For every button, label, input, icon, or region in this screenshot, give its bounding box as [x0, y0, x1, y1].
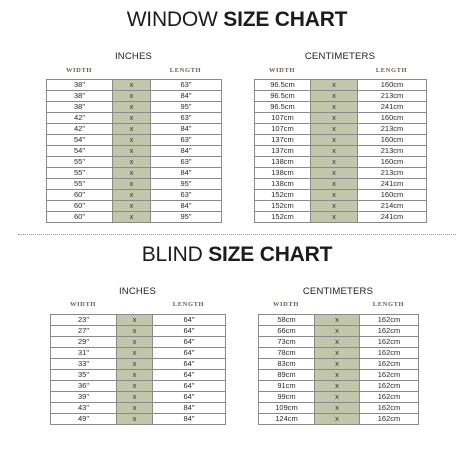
window-inches-length-cell: 95" — [151, 102, 222, 113]
blind-inches-length-cell: 64" — [153, 370, 226, 381]
blind-cm-length-cell: 162cm — [360, 392, 419, 403]
window-cm-width-cell: 96.5cm — [255, 80, 311, 91]
blind-inches-times-cell: x — [117, 414, 153, 425]
window-inches-width-cell: 42" — [47, 113, 113, 124]
window-cm-length-cell: 213cm — [358, 91, 427, 102]
window-inches-times-cell: x — [113, 201, 151, 212]
window-cm-width-cell: 152cm — [255, 212, 311, 223]
window-cm-times-cell: x — [311, 80, 358, 91]
blind-cm-row — [259, 392, 419, 403]
blind-cm-row — [259, 403, 419, 414]
window-inches-times-cell: x — [113, 179, 151, 190]
blind-cm-times-cell: x — [315, 359, 360, 370]
window-cm-width-cell: 96.5cm — [255, 102, 311, 113]
window-inches-row — [47, 179, 222, 190]
blind-cm-length-cell: 162cm — [360, 359, 419, 370]
window-cm-length-cell: 213cm — [358, 146, 427, 157]
blind-cm-length-cell: 162cm — [360, 381, 419, 392]
blind-cm-length-cell: 162cm — [360, 315, 419, 326]
blind-inches-row — [51, 370, 226, 381]
blind-cm-width-cell: 91cm — [259, 381, 315, 392]
window-cm-times-cell: x — [311, 135, 358, 146]
blind-inches-width-cell: 49" — [51, 414, 117, 425]
window-inches-width-cell: 42" — [47, 124, 113, 135]
window-inches-label: INCHES — [114, 51, 153, 62]
blind-inches-times-cell: x — [117, 348, 153, 359]
window-cm-width-cell: 138cm — [255, 157, 311, 168]
window-inches-table — [46, 79, 222, 223]
window-cm-width-cell: 137cm — [255, 135, 311, 146]
blind-inches-row — [51, 326, 226, 337]
blind-inches-width-cell: 33" — [51, 359, 117, 370]
blind-inches-times-cell: x — [117, 381, 153, 392]
blind-inches-row — [51, 359, 226, 370]
blind-inches-length-cell: 64" — [153, 326, 226, 337]
window-cm-row — [255, 135, 427, 146]
blind-inches-width-cell: 35" — [51, 370, 117, 381]
blind-cm-times-cell: x — [315, 381, 360, 392]
blind-inches-width-cell: 23" — [51, 315, 117, 326]
window-inches-width-cell: 38" — [47, 102, 113, 113]
window-inches-length-cell: 63" — [151, 135, 222, 146]
blind-inches-width-cell: 36" — [51, 381, 117, 392]
window-inches-row — [47, 91, 222, 102]
window-cm-times-cell: x — [311, 146, 358, 157]
blind-cm-length-cell: 162cm — [360, 337, 419, 348]
window-inches-times-cell: x — [113, 80, 151, 91]
window-inches-row — [47, 212, 222, 223]
window-inches-width-cell: 55" — [47, 157, 113, 168]
window-cm-row — [255, 168, 427, 179]
window-inches-length-cell: 95" — [151, 179, 222, 190]
window-inches-times-cell: x — [113, 146, 151, 157]
blind-inches-row — [51, 337, 226, 348]
blind-cm-length-cell: 162cm — [360, 348, 419, 359]
blind-inches-length-cell: 64" — [153, 392, 226, 403]
window-cm-length-cell: 160cm — [358, 80, 427, 91]
blind-inches-length-cell: 64" — [153, 348, 226, 359]
window-inches-times-cell: x — [113, 113, 151, 124]
blind-inches-times-cell: x — [117, 337, 153, 348]
window-title-bold: SIZE CHART — [223, 8, 348, 31]
blind-cm-width-cell: 124cm — [259, 414, 315, 425]
window-cm-row — [255, 179, 427, 190]
window-cm-width-cell: 152cm — [255, 201, 311, 212]
window-inches-row — [47, 201, 222, 212]
blind-chart-title — [0, 243, 474, 267]
window-cm-times-cell: x — [311, 168, 358, 179]
blind-cm-length-cell: 162cm — [360, 403, 419, 414]
blind-cm-times-cell: x — [315, 315, 360, 326]
window-cm-times-cell: x — [311, 124, 358, 135]
blind-cm-row — [259, 348, 419, 359]
window-inches-length-cell: 84" — [151, 124, 222, 135]
blind-inches-row — [51, 381, 226, 392]
window-inches-width-cell: 60" — [47, 212, 113, 223]
blind-cm-width-cell: 73cm — [259, 337, 315, 348]
window-inches-times-cell: x — [113, 190, 151, 201]
window-cm-length-cell: 160cm — [358, 157, 427, 168]
blind-inches-length-cell: 84" — [153, 403, 226, 414]
window-inches-times-cell: x — [113, 157, 151, 168]
blind-cm-row — [259, 414, 419, 425]
window-inches-row — [47, 80, 222, 91]
blind-cm-times-cell: x — [315, 370, 360, 381]
window-inches-row — [47, 102, 222, 113]
window-inches-length-cell: 84" — [151, 201, 222, 212]
window-cm-row — [255, 201, 427, 212]
blind-cm-row — [259, 359, 419, 370]
blind-cm-width-cell: 99cm — [259, 392, 315, 403]
blind-inches-length-cell: 64" — [153, 337, 226, 348]
window-cm-width-cell: 152cm — [255, 190, 311, 201]
window-cm-times-cell: x — [311, 212, 358, 223]
blind-cm-times-cell: x — [315, 337, 360, 348]
window-inches-width-cell: 55" — [47, 179, 113, 190]
blind-inches-width-cell: 31" — [51, 348, 117, 359]
window-cm-length-cell: 160cm — [358, 190, 427, 201]
window-inches-times-cell: x — [113, 135, 151, 146]
window-chart-title — [0, 8, 474, 32]
window-cm-row — [255, 190, 427, 201]
blind-title-bold: SIZE CHART — [208, 243, 333, 266]
blind-cm-length-cell: 162cm — [360, 414, 419, 425]
window-inches-width-cell: 38" — [47, 80, 113, 91]
window-cm-times-cell: x — [311, 91, 358, 102]
window-cm-width-cell: 107cm — [255, 124, 311, 135]
window-inches-width-cell: 54" — [47, 135, 113, 146]
blind-cm-row — [259, 381, 419, 392]
blind-inches-times-cell: x — [117, 392, 153, 403]
window-inches-width-header: WIDTH — [65, 67, 93, 74]
blind-inches-length-cell: 64" — [153, 381, 226, 392]
window-inches-times-cell: x — [113, 212, 151, 223]
blind-cm-times-cell: x — [315, 392, 360, 403]
blind-inches-width-cell: 27" — [51, 326, 117, 337]
window-cm-length-cell: 213cm — [358, 124, 427, 135]
blind-inches-row — [51, 392, 226, 403]
window-inches-row — [47, 168, 222, 179]
window-cm-row — [255, 91, 427, 102]
blind-inches-width-header: WIDTH — [69, 301, 97, 308]
window-inches-length-cell: 63" — [151, 190, 222, 201]
window-cm-row — [255, 102, 427, 113]
blind-cm-times-cell: x — [315, 326, 360, 337]
window-cm-times-cell: x — [311, 201, 358, 212]
blind-inches-times-cell: x — [117, 370, 153, 381]
window-cm-length-cell: 241cm — [358, 102, 427, 113]
blind-cm-length-header: LENGTH — [372, 301, 405, 308]
blind-inches-row — [51, 348, 226, 359]
window-cm-length-cell: 241cm — [358, 179, 427, 190]
window-inches-length-cell: 63" — [151, 113, 222, 124]
blind-cm-width-header: WIDTH — [272, 301, 300, 308]
window-cm-times-cell: x — [311, 113, 358, 124]
window-inches-width-cell: 54" — [47, 146, 113, 157]
blind-cm-times-cell: x — [315, 403, 360, 414]
window-cm-label: CENTIMETERS — [304, 51, 376, 62]
window-cm-length-header: LENGTH — [375, 67, 408, 74]
blind-inches-length-cell: 84" — [153, 414, 226, 425]
blind-cm-width-cell: 83cm — [259, 359, 315, 370]
window-inches-length-cell: 84" — [151, 91, 222, 102]
blind-inches-row — [51, 315, 226, 326]
blind-cm-row — [259, 370, 419, 381]
blind-cm-times-cell: x — [315, 348, 360, 359]
blind-inches-table — [50, 314, 226, 425]
blind-cm-length-cell: 162cm — [360, 370, 419, 381]
window-cm-length-cell: 160cm — [358, 135, 427, 146]
window-cm-width-cell: 138cm — [255, 179, 311, 190]
blind-cm-label: CENTIMETERS — [302, 286, 374, 297]
window-inches-row — [47, 135, 222, 146]
window-inches-length-cell: 63" — [151, 80, 222, 91]
window-cm-length-cell: 241cm — [358, 212, 427, 223]
window-cm-times-cell: x — [311, 179, 358, 190]
window-cm-width-cell: 138cm — [255, 168, 311, 179]
blind-inches-row — [51, 414, 226, 425]
window-cm-row — [255, 124, 427, 135]
blind-inches-row — [51, 403, 226, 414]
window-inches-width-cell: 38" — [47, 91, 113, 102]
blind-cm-row — [259, 337, 419, 348]
window-cm-row — [255, 212, 427, 223]
window-inches-length-cell: 84" — [151, 146, 222, 157]
window-cm-width-cell: 96.5cm — [255, 91, 311, 102]
window-inches-width-cell: 60" — [47, 201, 113, 212]
blind-cm-row — [259, 315, 419, 326]
window-inches-row — [47, 124, 222, 135]
blind-inches-width-cell: 43" — [51, 403, 117, 414]
window-cm-row — [255, 80, 427, 91]
window-inches-times-cell: x — [113, 124, 151, 135]
window-inches-length-cell: 95" — [151, 212, 222, 223]
window-inches-row — [47, 157, 222, 168]
blind-inches-width-cell: 29" — [51, 337, 117, 348]
blind-cm-table — [258, 314, 419, 425]
blind-inches-times-cell: x — [117, 315, 153, 326]
blind-inches-times-cell: x — [117, 326, 153, 337]
window-cm-length-cell: 213cm — [358, 168, 427, 179]
blind-title-light: BLIND — [141, 243, 203, 266]
blind-inches-width-cell: 39" — [51, 392, 117, 403]
window-inches-length-cell: 63" — [151, 157, 222, 168]
window-cm-width-cell: 107cm — [255, 113, 311, 124]
blind-cm-times-cell: x — [315, 414, 360, 425]
blind-cm-width-cell: 78cm — [259, 348, 315, 359]
blind-cm-width-cell: 66cm — [259, 326, 315, 337]
section-divider — [18, 234, 456, 235]
window-inches-row — [47, 190, 222, 201]
window-cm-width-cell: 137cm — [255, 146, 311, 157]
blind-cm-row — [259, 326, 419, 337]
window-cm-times-cell: x — [311, 102, 358, 113]
blind-inches-length-cell: 64" — [153, 359, 226, 370]
window-cm-times-cell: x — [311, 190, 358, 201]
window-cm-times-cell: x — [311, 157, 358, 168]
window-inches-width-cell: 55" — [47, 168, 113, 179]
window-inches-width-cell: 60" — [47, 190, 113, 201]
blind-inches-length-cell: 64" — [153, 315, 226, 326]
window-inches-times-cell: x — [113, 168, 151, 179]
blind-cm-width-cell: 58cm — [259, 315, 315, 326]
window-cm-table — [254, 79, 427, 223]
window-inches-times-cell: x — [113, 102, 151, 113]
blind-inches-times-cell: x — [117, 359, 153, 370]
window-cm-length-cell: 160cm — [358, 113, 427, 124]
window-inches-row — [47, 113, 222, 124]
blind-inches-times-cell: x — [117, 403, 153, 414]
blind-inches-length-header: LENGTH — [172, 301, 205, 308]
window-cm-row — [255, 157, 427, 168]
blind-cm-width-cell: 89cm — [259, 370, 315, 381]
window-inches-length-header: LENGTH — [169, 67, 202, 74]
blind-inches-label: INCHES — [118, 286, 157, 297]
window-cm-width-header: WIDTH — [268, 67, 296, 74]
blind-cm-width-cell: 109cm — [259, 403, 315, 414]
window-cm-row — [255, 146, 427, 157]
window-inches-times-cell: x — [113, 91, 151, 102]
window-cm-row — [255, 113, 427, 124]
window-cm-length-cell: 214cm — [358, 201, 427, 212]
blind-cm-length-cell: 162cm — [360, 326, 419, 337]
window-inches-row — [47, 146, 222, 157]
window-title-light: WINDOW — [126, 8, 218, 31]
window-inches-length-cell: 84" — [151, 168, 222, 179]
